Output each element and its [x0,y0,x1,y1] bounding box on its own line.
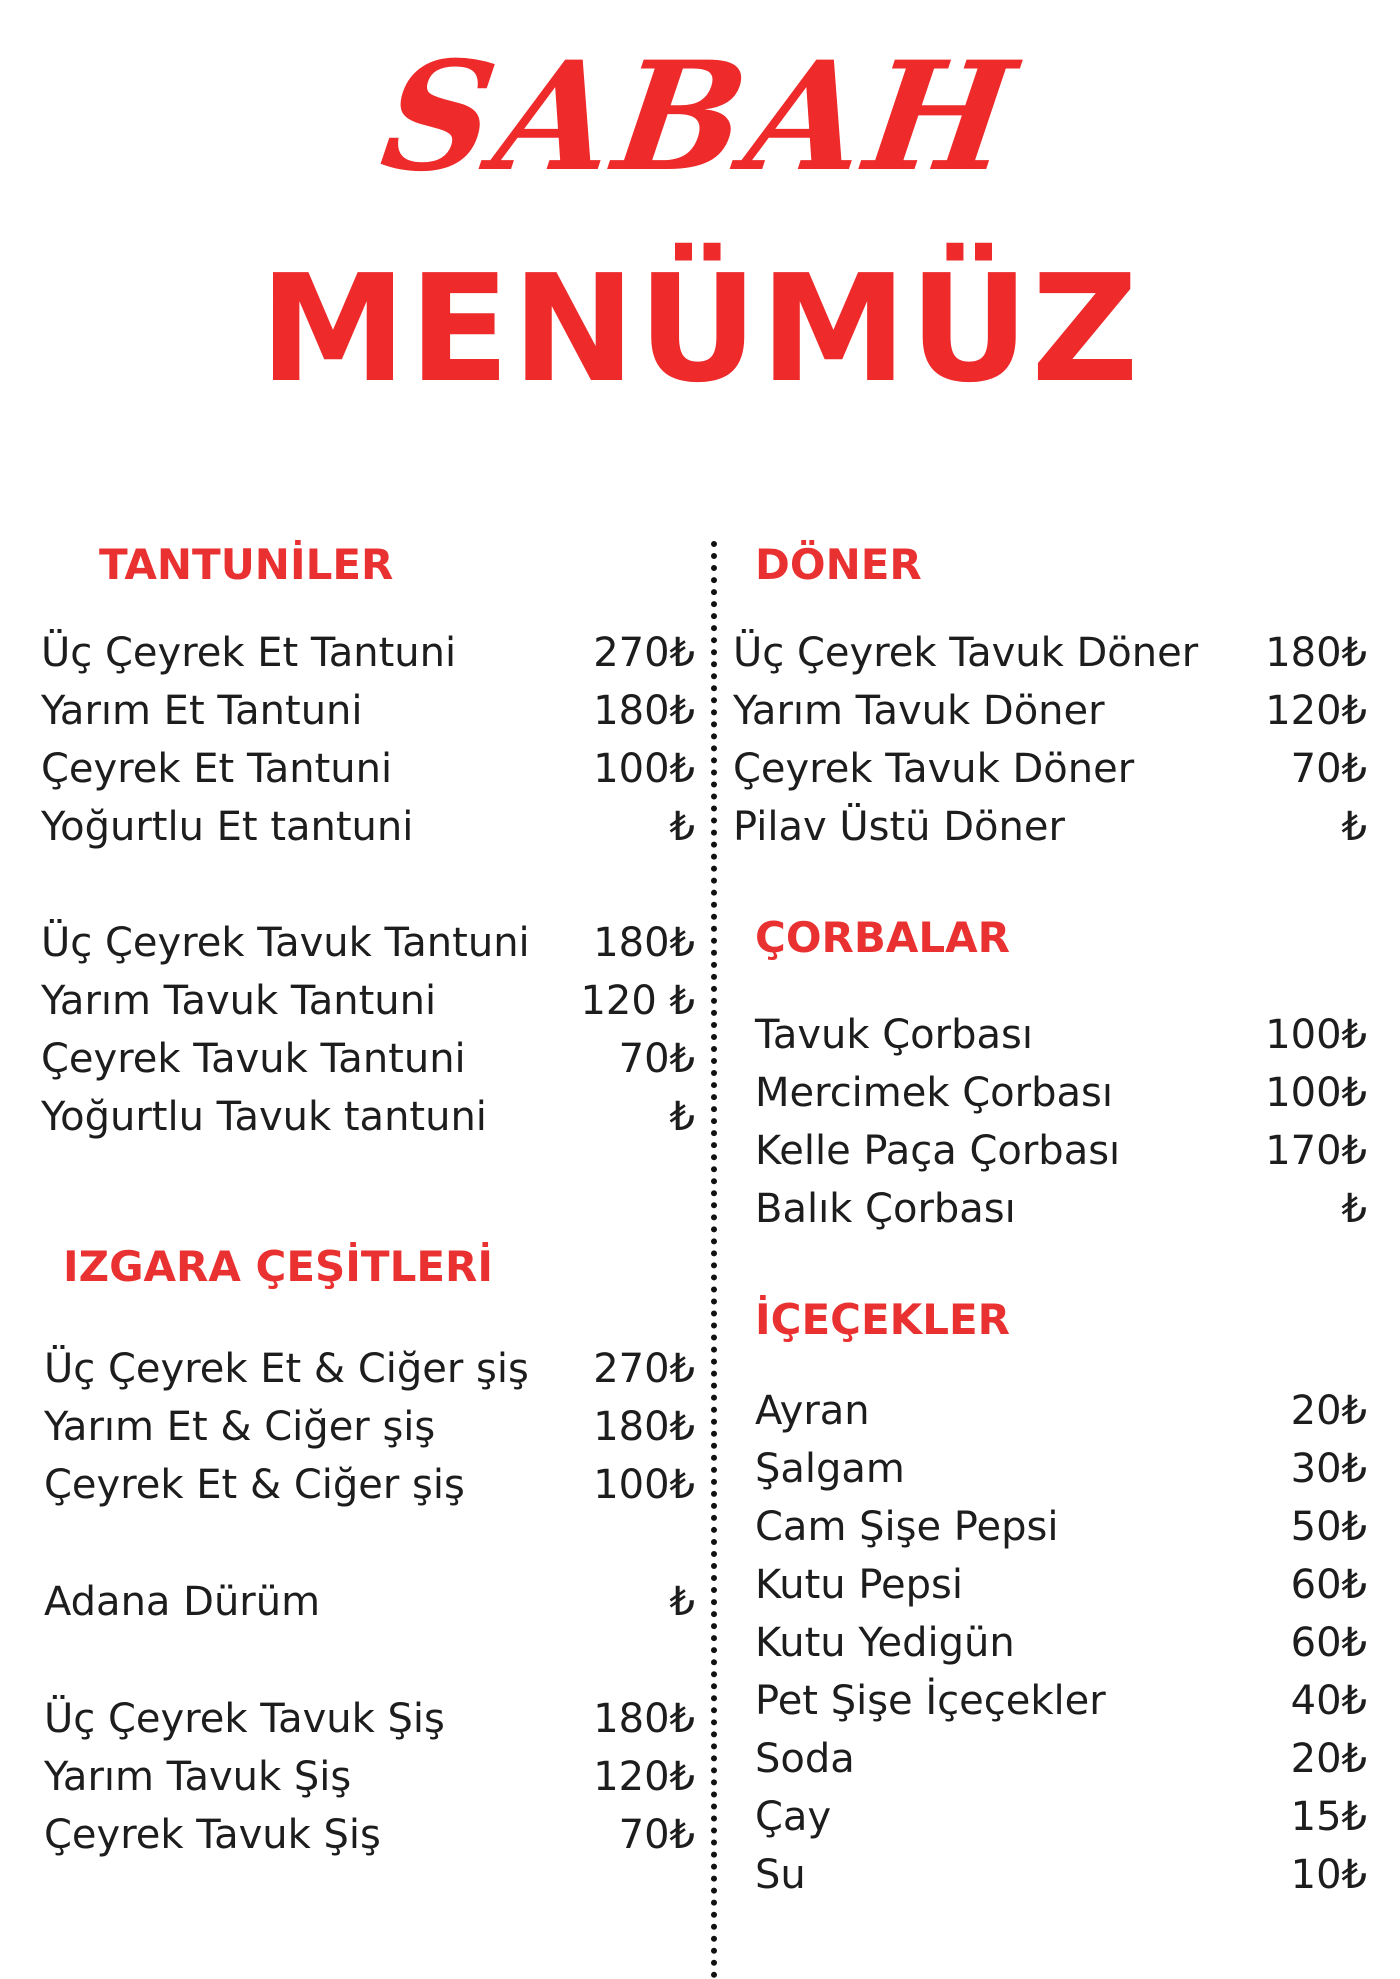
section-title-izgara: IZGARA ÇEŞİTLERİ [63,1242,493,1291]
menu-item-name: Tavuk Çorbası [755,1012,1033,1058]
menu-item [755,1180,1367,1238]
menu-item-price: ₺ [1341,804,1367,850]
menu-item-name: Çeyrek Et & Ciğer şiş [44,1462,465,1508]
menu-item-name: Yoğurtlu Et tantuni [41,804,414,850]
menu-item-price: 70₺ [1290,746,1367,792]
menu-item-name: Ayran [755,1388,870,1434]
menu-item [755,1614,1367,1672]
menu-item [41,798,695,856]
menu-item-name: Şalgam [755,1446,905,1492]
section-title-corbalar: ÇORBALAR [755,913,1010,962]
menu-item [755,1730,1367,1788]
menu-item [755,1556,1367,1614]
menu-item-name: Yarım Tavuk Şiş [44,1754,352,1800]
menu-script-title: SABAH [372,29,1028,205]
menu-item [755,1382,1367,1440]
menu-item-price: 100₺ [1265,1070,1367,1116]
menu-item [41,624,695,682]
menu-item [755,1498,1367,1556]
menu-item [755,1006,1367,1064]
menu-item-price: 30₺ [1290,1446,1367,1492]
menu-item-name: Su [755,1852,806,1898]
menu-item [755,1440,1367,1498]
menu-item-name: Yarım Et & Ciğer şiş [44,1404,436,1450]
menu-item-name: Üç Çeyrek Et Tantuni [41,630,457,676]
menu-item [41,682,695,740]
section-title-doner: DÖNER [755,540,922,589]
menu-item-price: 60₺ [1290,1620,1367,1666]
menu-item [44,1748,695,1806]
menu-item-price: ₺ [669,1094,695,1140]
menu-item-name: Pilav Üstü Döner [733,804,1065,850]
menu-item-price: 170₺ [1265,1128,1367,1174]
menu-title: MENÜMÜZ [259,243,1141,415]
menu-item-price: ₺ [669,1579,695,1625]
menu-item-price: 60₺ [1290,1562,1367,1608]
menu-item-price: 15₺ [1290,1794,1367,1840]
section-title-icecekler: İÇEÇEKLER [755,1295,1010,1344]
menu-item [755,1122,1367,1180]
menu-item [44,1340,695,1398]
menu-item [755,1788,1367,1846]
menu-item [41,1088,695,1146]
menu-item-name: Üç Çeyrek Et & Ciğer şiş [44,1346,529,1392]
menu-item-name: Adana Dürüm [44,1579,321,1625]
menu-item [755,1064,1367,1122]
menu-item-name: Pet Şişe İçeçekler [755,1678,1106,1724]
menu-item-price: 180₺ [593,1404,695,1450]
menu-item-price: 50₺ [1290,1504,1367,1550]
menu-item-price: 270₺ [593,630,695,676]
menu-item-name: Üç Çeyrek Tavuk Tantuni [41,920,530,966]
menu-item [755,1846,1367,1904]
menu-item [41,1030,695,1088]
menu-item-name: Kutu Pepsi [755,1562,963,1608]
menu-item-price: 40₺ [1290,1678,1367,1724]
menu-item-price: 180₺ [593,1696,695,1742]
menu-item [733,624,1367,682]
menu-item [733,740,1367,798]
menu-item-name: Kutu Yedigün [755,1620,1015,1666]
menu-item-name: Yarım Et Tantuni [41,688,363,734]
menu-item-price: 270₺ [593,1346,695,1392]
column-divider [711,541,717,1979]
menu-item-price: 180₺ [1265,630,1367,676]
menu-item [44,1806,695,1864]
menu-item-name: Üç Çeyrek Tavuk Döner [733,630,1199,676]
menu-item [733,798,1367,856]
menu-item-price: 120 ₺ [580,978,695,1024]
menu-item-name: Mercimek Çorbası [755,1070,1113,1116]
menu-item-name: Çeyrek Tavuk Döner [733,746,1135,792]
menu-item-price: 70₺ [618,1812,695,1858]
menu-item [733,682,1367,740]
menu-item [41,740,695,798]
menu-item-name: Çeyrek Tavuk Tantuni [41,1036,466,1082]
menu-item [755,1672,1367,1730]
menu-item-name: Yarım Tavuk Tantuni [41,978,437,1024]
menu-item-price: 100₺ [593,1462,695,1508]
menu-item-price: 70₺ [618,1036,695,1082]
menu-item [41,914,695,972]
section-title-tantuniler: TANTUNİLER [99,540,394,589]
menu-item-price: ₺ [1341,1186,1367,1232]
menu-item [44,1690,695,1748]
menu-item-price: 10₺ [1290,1852,1367,1898]
menu-item [44,1456,695,1514]
menu-item-price: ₺ [669,804,695,850]
menu-item-name: Cam Şişe Pepsi [755,1504,1059,1550]
menu-item-name: Çeyrek Et Tantuni [41,746,393,792]
menu-item-name: Balık Çorbası [755,1186,1016,1232]
menu-item-name: Üç Çeyrek Tavuk Şiş [44,1696,445,1742]
menu-item-price: 180₺ [593,688,695,734]
menu-item-name: Yoğurtlu Tavuk tantuni [41,1094,487,1140]
menu-item-price: 100₺ [1265,1012,1367,1058]
menu-item-name: Kelle Paça Çorbası [755,1128,1121,1174]
menu-item-price: 120₺ [1265,688,1367,734]
menu-item [44,1398,695,1456]
menu-item-price: 120₺ [593,1754,695,1800]
menu-item-name: Soda [755,1736,855,1782]
menu-item-name: Çay [755,1794,832,1840]
menu-item-price: 100₺ [593,746,695,792]
menu-item-price: 20₺ [1290,1736,1367,1782]
menu-item [41,972,695,1030]
menu-item-name: Çeyrek Tavuk Şiş [44,1812,381,1858]
menu-item [44,1573,695,1631]
menu-item-price: 180₺ [593,920,695,966]
menu-item-price: 20₺ [1290,1388,1367,1434]
menu-item-name: Yarım Tavuk Döner [733,688,1105,734]
